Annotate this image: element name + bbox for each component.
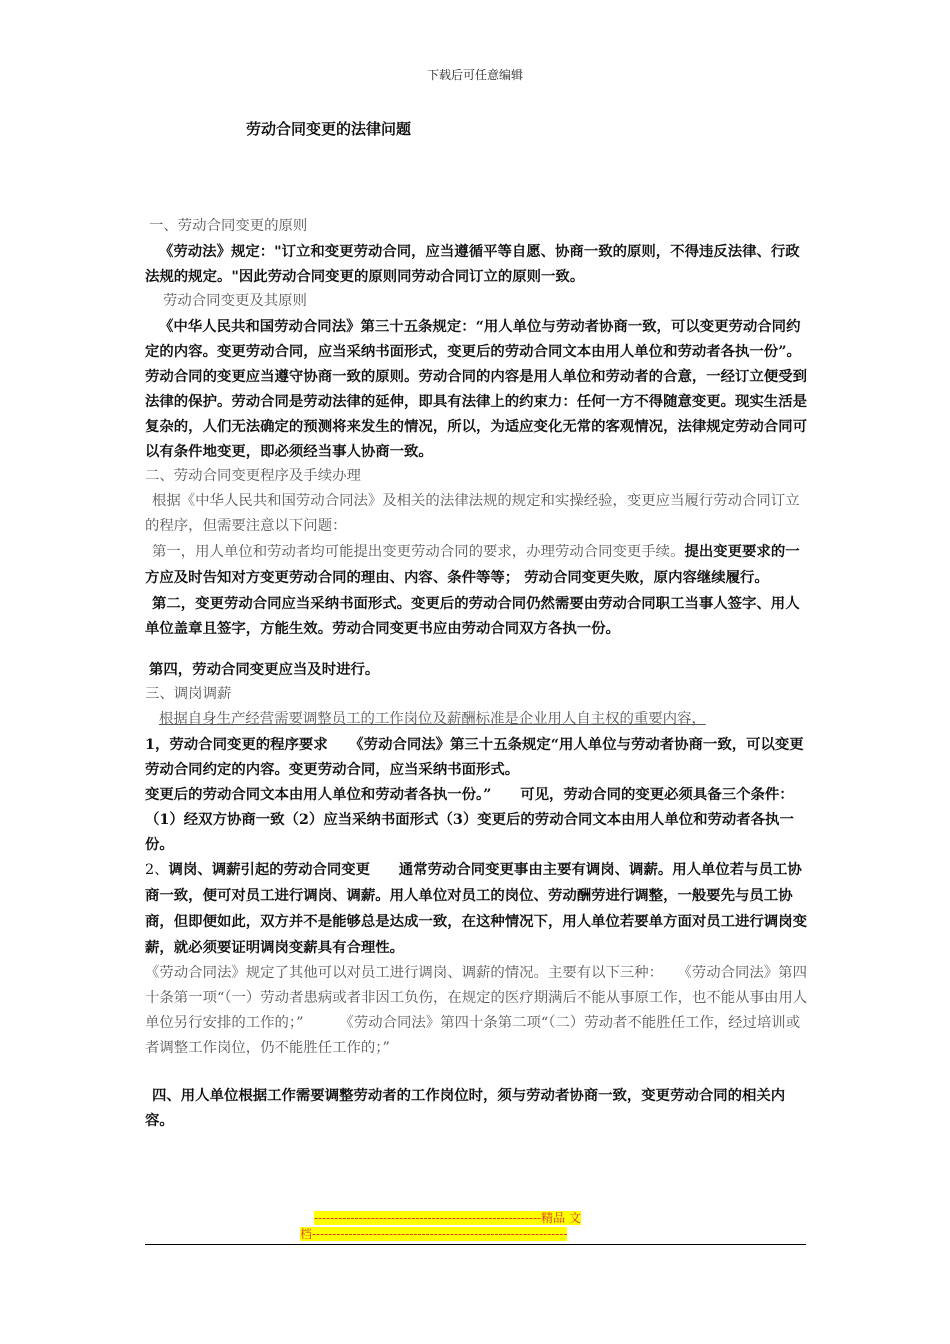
section-3-paragraph-2: 变更后的劳动合同文本由用人单位和劳动者各执一份。” 可见，劳动合同的变更必须具备三个条件：（1）经双方协商一致（2）应当采纳书面形式（3）变更后的劳动合同文本由用人单位和劳动者各执一份。 bbox=[145, 786, 794, 853]
section-3-paragraph-3 bbox=[145, 857, 810, 961]
section-1-heading: 一、劳动合同变更的原则 bbox=[149, 218, 308, 234]
footer-rule bbox=[145, 1244, 806, 1245]
section-2-paragraph-1: 根据《中华人民共和国劳动合同法》及相关的法律法规的规定和实操经验，变更应当履行劳动合同订立的程序，但需要注意以下问题： bbox=[145, 493, 800, 534]
section-2-fourth-point: 第四，劳动合同变更应当及时进行。 bbox=[149, 661, 380, 678]
paragraph-3-number: 2、 bbox=[145, 862, 169, 878]
section-2-first-point bbox=[145, 539, 810, 591]
section-3-paragraph-1: 1，劳动合同变更的程序要求 《劳动合同法》第三十五条规定“用人单位与劳动者协商一致，可以变更劳动合同约定的内容。变更劳动合同，应当采纳书面形式。 bbox=[145, 736, 804, 778]
paragraph-3-text: 调岗、调薪引起的劳动合同变更 通常劳动合同变更事由主要有调岗、调薪。用人单位若与员工协商一致，便可对员工进行调岗、调薪。用人单位对员工的岗位、劳动酬劳进行调整，一般要先与员工协商，但即便如此，双方并不是能够总是达成一致，在这种情况下，用人单位若要单方面对员工进行调岗变薪，就必须要证明调岗变薪具有合理性。 bbox=[145, 861, 807, 956]
section-3-paragraph-4: 《劳动合同法》规定了其他可以对员工进行调岗、调薪的情况。主要有以下三种： 《劳动合同法》第四十条第一项“（一）劳动者患病或者非因工负伤，在规定的医疗期满后不能从事原工作，也不能从事由用人单位另行安排的工作的；” 《劳动合同法》第四十条第二项“（二）劳动者不能胜任工作，经过培训或者调整工作岗位，仍不能胜任工作的；” bbox=[145, 965, 808, 1056]
page-header: 下载后可任意编辑 bbox=[426, 68, 523, 82]
section-4-paragraph: 四、用人单位根据工作需要调整劳动者的工作岗位时，须与劳动者协商一致，变更劳动合同的相关内容。 bbox=[145, 1087, 786, 1129]
section-1-paragraph-1: 《劳动法》规定："订立和变更劳动合同，应当遵循平等自愿、协商一致的原则，不得违反法律、行政法规的规定。"因此劳动合同变更的原则同劳动合同订立的原则一致。 bbox=[145, 243, 800, 285]
section-3-intro: 根据自身生产经营需要调整员工的工作岗位及薪酬标准是企业用人自主权的重要内容， bbox=[159, 711, 706, 727]
first-point-normal-text: 第一，用人单位和劳动者均可能提出变更劳动合同的要求，办理劳动合同变更手续。 bbox=[152, 544, 685, 560]
section-2-heading: 二、劳动合同变更程序及手续办理 bbox=[145, 468, 361, 484]
footer-line-2: 档--------------------------------------------------------------- bbox=[300, 1227, 568, 1241]
section-1-subheading: 劳动合同变更及其原则 bbox=[163, 293, 307, 309]
section-1-paragraph-2: 《中华人民共和国劳动合同法》第三十五条规定：“用人单位与劳动者协商一致，可以变更劳动合同约定的内容。变更劳动合同，应当采纳书面形式，变更后的劳动合同文本由用人单位和劳动者各执一份”。劳动合同的变更应当遵守协商一致的原则。劳动合同的内容是用人单位和劳动者的合意，一经订立便受到法律的保护。劳动合同是劳动法律的延伸，即具有法律上的约束力：任何一方不得随意变更。现实生活是复杂的，人们无法确定的预测将来发生的情况，所以，为适应变化无常的客观情况，法律规定劳动合同可以有条件地变更，即必须经当事人协商一致。 bbox=[145, 318, 807, 460]
section-3-heading: 三、调岗调薪 bbox=[145, 686, 232, 702]
document-body bbox=[145, 214, 810, 1133]
document-title: 劳动合同变更的法律问题 bbox=[246, 120, 412, 138]
first-point-bold-text: 提出变更要求的一方应及时告知对方变更劳动合同的理由、内容、条件等等； 劳动合同变更失败，原内容继续履行。 bbox=[145, 543, 800, 586]
footer-watermark bbox=[300, 1210, 642, 1242]
footer-line-1: --------------------------------------------------------精品 文 bbox=[314, 1211, 581, 1225]
section-2-second-point: 第二，变更劳动合同应当采纳书面形式。变更后的劳动合同仍然需要由劳动合同职工当事人签字、用人单位盖章且签字，方能生效。劳动合同变更书应由劳动合同双方各执一份。 bbox=[145, 595, 800, 637]
